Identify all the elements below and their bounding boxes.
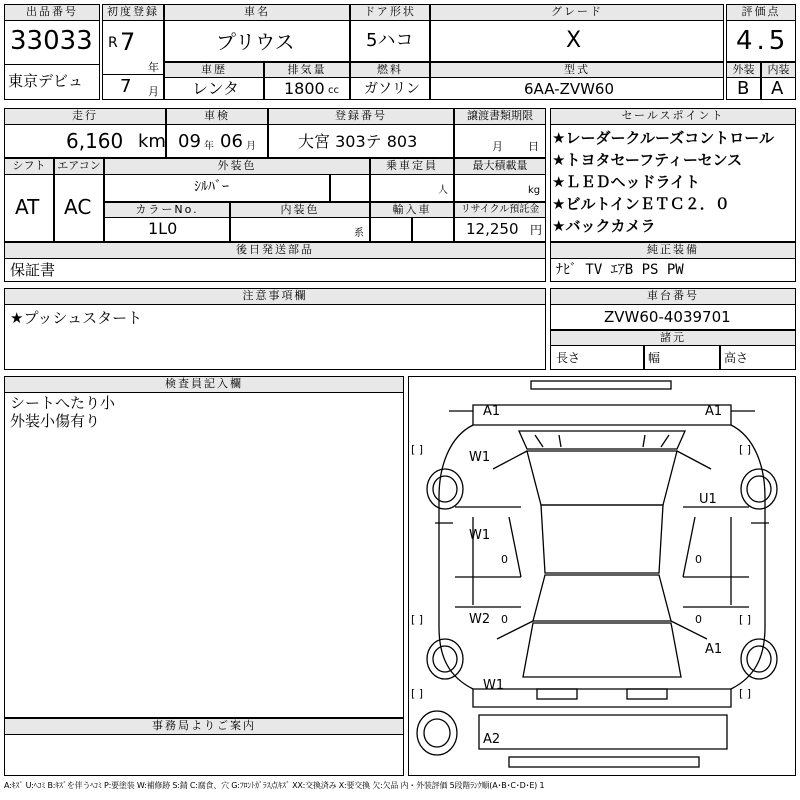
bracket-mark: [ ] (739, 687, 752, 700)
venue: 東京デビュ (8, 72, 84, 90)
load-label: 最大積載量 (454, 158, 546, 175)
parts-value: 保証書 (10, 261, 56, 279)
interior-label: 内装 (761, 62, 796, 78)
year-unit: 年 (148, 61, 159, 74)
exterior-label: 外装 (726, 62, 761, 78)
mileage-unit: km (138, 131, 166, 152)
bracket-mark: [ ] (411, 687, 424, 700)
ext-color: ｼﾙﾊﾞｰ (194, 179, 229, 195)
import-label: 輸入車 (370, 202, 454, 218)
office-box (4, 734, 404, 776)
insp-month-unit: 月 (246, 141, 256, 152)
equipment-label: 純正装備 (550, 242, 796, 259)
damage-mark: A1 (705, 642, 723, 657)
import-box-a (370, 217, 412, 242)
mileage-label: 走行 (4, 108, 166, 125)
lot-label: 出品番号 (4, 4, 100, 21)
dims-width: 幅 (648, 351, 661, 365)
int-color-box (230, 217, 370, 242)
model: 6AA-ZVW60 (524, 80, 615, 98)
sales-point-item: ★トヨタセーフティーセンス (552, 151, 743, 169)
int-color-unit: 系 (354, 228, 364, 239)
interior-grade: A (771, 78, 784, 99)
load-unit: kg (528, 185, 541, 196)
bracket-mark: [ ] (739, 613, 752, 626)
insp-year: 09 (178, 131, 201, 152)
import-box-b (412, 217, 454, 242)
sales-points-label: セールスポイント (550, 108, 796, 125)
damage-mark: W2 (469, 612, 491, 627)
notes-value: ★プッシュスタート (10, 309, 143, 327)
score: 4.5 (736, 26, 790, 56)
car-diagram-svg (409, 377, 795, 775)
transfer-month: 月 (492, 140, 503, 153)
int-color-label: 内装色 (230, 202, 370, 218)
dims-label: 諸元 (550, 330, 796, 346)
zero-mark: 0 (695, 553, 702, 566)
plate: 大宮 303テ 803 (298, 132, 418, 151)
damage-mark: A1 (705, 404, 723, 419)
sales-point-item: ★ＬＥＤヘッドライト (552, 173, 700, 191)
bracket-mark: [ ] (411, 613, 424, 626)
recycle: 12,250 (466, 220, 519, 238)
sales-point-item: ★バックカメラ (552, 217, 656, 235)
reg-year: 7 (120, 28, 136, 56)
door: 5ハコ (366, 30, 414, 51)
bracket-mark: [ ] (411, 443, 424, 456)
month-unit: 月 (148, 85, 159, 98)
transfer-label: 譲渡書類期限 (454, 108, 546, 125)
score-label: 評価点 (726, 4, 796, 21)
zero-mark: 0 (695, 613, 702, 626)
chassis-label: 車台番号 (550, 288, 796, 305)
damage-mark: A1 (483, 404, 501, 419)
displacement-unit: cc (328, 85, 339, 96)
mileage: 6,160 (66, 129, 124, 153)
plate-label: 登録番号 (268, 108, 454, 125)
history: レンタ (192, 79, 239, 98)
first-reg-label: 初度登録 (102, 4, 164, 21)
ac: AC (64, 195, 92, 219)
color-no: 1L0 (148, 219, 178, 238)
legend: A:ｷｽﾞ U:ﾍｺﾐ B:ｷｽﾞを伴うﾍｺﾐ P:要塗装 W:補修跡 S:錆 C:腐食、穴 G:ﾌﾛﾝﾄｶﾞﾗｽ点ｷｽﾞ XX:交換済み X:要交換 欠:欠品 内・外装評価 5段階ﾗﾝｸ順(A･B･C･D･E) 1 (4, 781, 545, 790)
era: R (108, 35, 118, 51)
dims-length: 長さ (556, 351, 581, 365)
color-no-label: カラーNo. (104, 202, 230, 218)
zero-mark: 0 (501, 553, 508, 566)
parts-label: 後日発送部品 (4, 242, 546, 259)
damage-mark: U1 (699, 492, 717, 507)
history-label: 車歴 (164, 62, 264, 78)
damage-mark: W1 (469, 450, 491, 465)
inspection-label: 車検 (166, 108, 268, 125)
displacement-label: 排気量 (264, 62, 350, 78)
inspector-line: シートへたり小 (10, 394, 116, 412)
sales-point-item: ★レーダークルーズコントロール (552, 129, 774, 147)
reg-month: 7 (120, 76, 132, 97)
ext-color-sub (330, 174, 370, 202)
dims-height: 高さ (724, 351, 749, 365)
exterior-grade: B (737, 78, 750, 99)
model-label: 型式 (430, 62, 724, 78)
insp-month: 06 (220, 131, 243, 152)
fuel: ガソリン (364, 81, 420, 97)
office-label: 事務局よりご案内 (4, 718, 404, 735)
car-name: プリウス (216, 30, 295, 54)
zero-mark: 0 (501, 613, 508, 626)
damage-mark: W1 (483, 678, 505, 693)
zero-marks (501, 553, 702, 626)
displacement: 1800 (284, 79, 325, 98)
ac-label: エアコン (54, 158, 104, 175)
door-label: ドア形状 (350, 4, 430, 21)
sales-point-item: ★ビルトインＥＴＣ２．０ (552, 195, 730, 213)
inspector-label: 検査員記入欄 (4, 376, 404, 393)
transfer-day: 日 (528, 140, 539, 153)
inspector-box (4, 392, 404, 718)
capacity-unit: 人 (438, 185, 448, 196)
recycle-label: リサイクル預託金 (454, 202, 546, 218)
grade: X (566, 28, 582, 53)
damage-mark: W1 (469, 528, 491, 543)
chassis-value: ZVW60-4039701 (604, 308, 731, 326)
inspector-line: 外装小傷有り (10, 412, 101, 430)
grade-label: グレード (430, 4, 724, 21)
car-name-label: 車名 (164, 4, 350, 21)
ext-color-label: 外装色 (104, 158, 370, 175)
parts-box (4, 258, 546, 282)
shift-label: シフト (4, 158, 54, 175)
insp-year-unit: 年 (204, 141, 214, 152)
recycle-unit: 円 (530, 223, 543, 237)
shift: AT (15, 195, 40, 219)
notes-label: 注意事項欄 (4, 288, 546, 305)
fuel-label: 燃料 (350, 62, 430, 78)
bracket-mark: [ ] (739, 443, 752, 456)
lot-number: 33033 (10, 26, 93, 56)
equipment-value: ﾅﾋﾞ TV ｴｱB PS PW (556, 262, 684, 278)
damage-mark: A2 (483, 732, 501, 747)
capacity-label: 乗車定員 (370, 158, 454, 175)
vehicle-diagram (408, 376, 796, 776)
